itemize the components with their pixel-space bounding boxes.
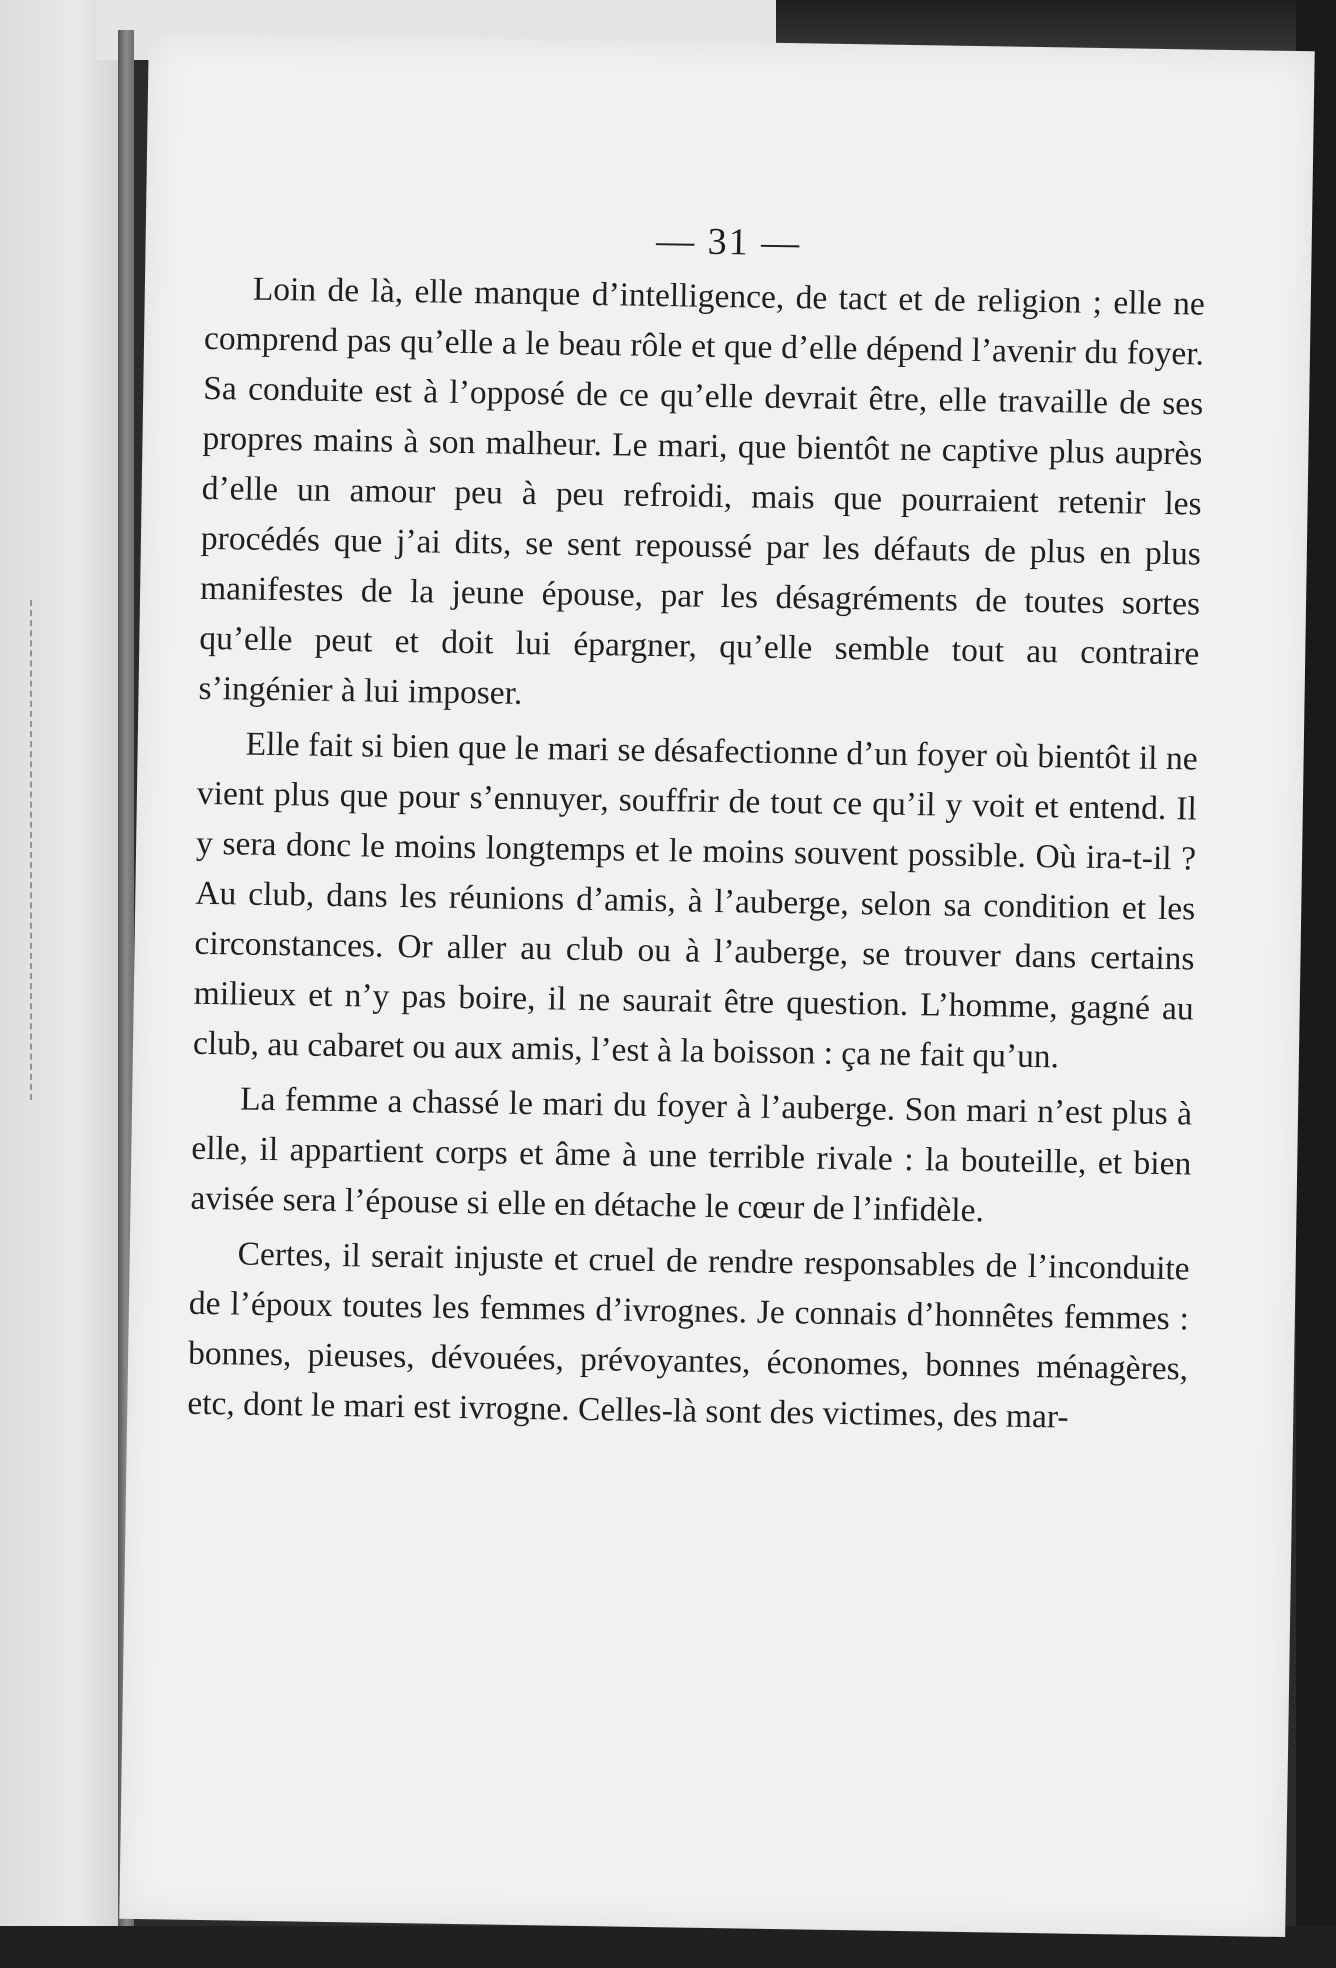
paragraph: La femme a chassé le mari du foyer à l’auberge. Son mari n’est plus à elle, il appartient corps et âme à une terrible rivale : la bouteille, et bien avisée sera l’épouse si elle en détache le cœur de l’infidèle. — [190, 1080, 1193, 1230]
book-page — [119, 33, 1314, 1937]
paragraph: Elle fait si bien que le mari se désafectionne d’un foyer où bientôt il ne vient plus que pour s’ennuyer, souffrir de tout ce qu’il y voit et entend. Il y sera donc le moins longtemps et le moins souvent possible. Où ira-t-il ? Au club, dans les réunions d’amis, à l’auberge, selon sa condition et les circonstances. Or aller au club ou à l’auberge, se trouver dans certains milieux et n’y pas boire, il ne saurait être question. L’homme, gagné au club, au cabaret ou aux amis, l’est à la boisson : ça ne fait qu’un. — [192, 725, 1198, 1076]
page-text — [187, 264, 1205, 1450]
page-number: — 31 — — [655, 219, 802, 265]
paragraph: Loin de là, elle manque d’intelligence, de tact et de religion ; elle ne comprend pas qu’elle a le beau rôle et que d’elle dépend l’avenir du foyer. Sa conduite est à l’opposé de ce qu’elle devrait être, elle travaille de ses propres mains à son malheur. Le mari, que bientôt ne captive plus auprès d’elle un amour peu à peu refroidi, mais que pourraient retenir les procédés que j’ai dits, se sent repoussé par les défauts de plus en plus manifestes de la jeune épouse, par les désagréments de toutes sortes qu’elle peut et doit lui épargner, qu’elle semble tout au contraire s’ingénier à lui imposer. — [198, 270, 1206, 712]
previous-page-edge — [0, 0, 128, 1968]
paragraph: Certes, il serait injuste et cruel de rendre responsables de l’inconduite de l’époux toutes les femmes d’ivrognes. Je connais d’honnêtes femmes : bonnes, pieuses, dévouées, prévoyantes, économes, bonnes ménagères, etc, dont le mari est ivrogne. Celles-là sont des victimes, des mar- — [187, 1235, 1190, 1436]
previous-page-illustration-fragment — [0, 600, 32, 1100]
